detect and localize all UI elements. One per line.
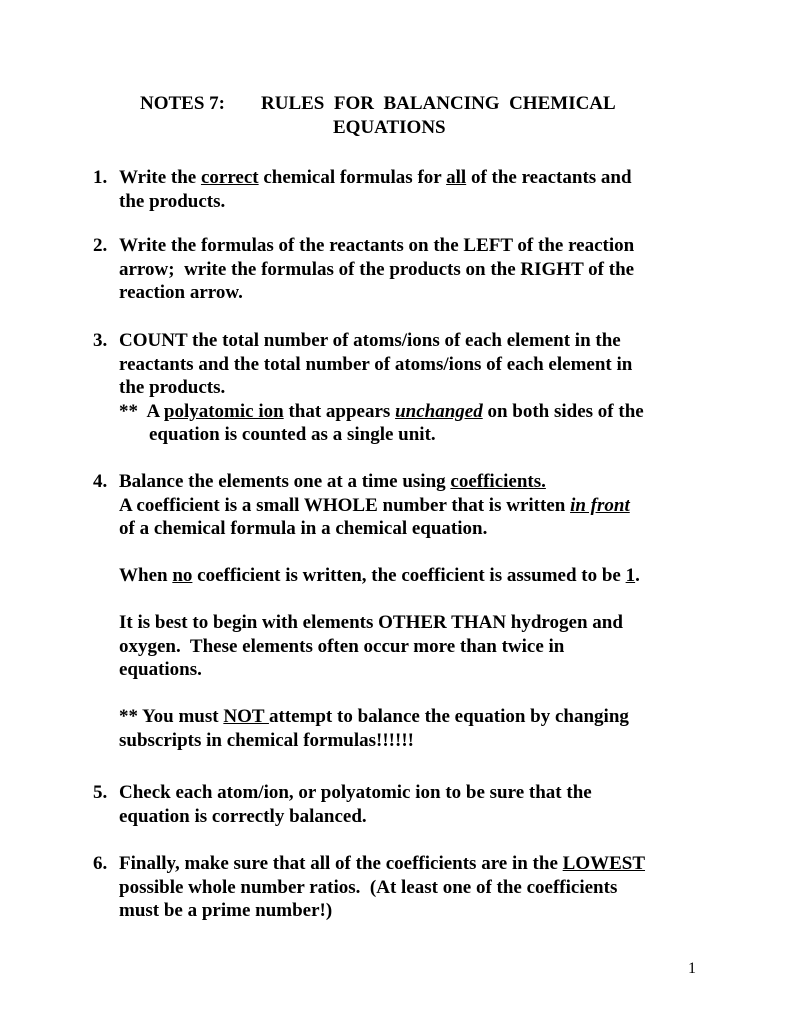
rule-number: 3. (93, 330, 108, 351)
rule-line (119, 564, 719, 588)
rule-line: of a chemical formula in a chemical equation. (119, 518, 488, 539)
text-run: When (119, 565, 173, 586)
rule-line: the products. (119, 190, 226, 212)
rule-line: equations. (119, 659, 202, 680)
text-run: coefficient is written, the coefficient is assumed to be (192, 565, 626, 586)
rule-line: Write the formulas of the reactants on the LEFT of the reaction (119, 235, 635, 256)
text-run: A coefficient is a small WHOLE number that is written (119, 494, 571, 516)
paragraph-gap (119, 541, 719, 565)
text-run: chemical formulas for (258, 167, 447, 188)
rule-line: arrow; write the formulas of the products on the RIGHT of the (119, 258, 635, 280)
page-number: 1 (688, 960, 696, 977)
text-run: on both sides of the (482, 400, 644, 422)
text-run: Finally, make sure that all of the coefficients are in the (119, 853, 563, 874)
rule-line: oxygen. These elements often occur more than twice in (119, 635, 565, 657)
rule-line (119, 470, 719, 494)
title-prefix: NOTES 7: (140, 93, 225, 114)
text-run: ** You must (119, 706, 224, 727)
rule-line (119, 705, 719, 729)
rule-line: It is best to begin with elements OTHER THAN hydrogen and (119, 612, 623, 633)
rule-body (119, 234, 719, 305)
text-run: of the reactants and (466, 167, 632, 188)
text-run: that appears (283, 400, 396, 422)
text-run: . (635, 565, 640, 586)
text-run: ** A (119, 400, 164, 422)
rule-line: equation is correctly balanced. (119, 805, 367, 827)
rule-line: the products. (119, 377, 226, 398)
rule-line (119, 852, 719, 876)
title-line-1 (140, 92, 616, 116)
rule-line: subscripts in chemical formulas!!!!!! (119, 729, 414, 751)
text-run: Balance the elements one at a time using (119, 471, 451, 492)
rule-number: 5. (93, 782, 108, 803)
rule-line (119, 494, 719, 518)
emphasis-correct: correct (200, 167, 259, 188)
rule-number: 4. (93, 471, 108, 492)
rule-line: reaction arrow. (119, 282, 243, 303)
rule-line (119, 166, 719, 190)
rule-number: 2. (93, 235, 108, 256)
rule-line: Check each atom/ion, or polyatomic ion to be sure that the (119, 782, 592, 803)
rule-number: 1. (93, 167, 108, 188)
rule-line: COUNT the total number of atoms/ions of each element in the (119, 330, 621, 351)
rule-body (119, 470, 719, 752)
rule-number: 6. (93, 853, 108, 874)
emphasis-polyatomic-ion: polyatomic ion (163, 400, 284, 422)
rule-body (119, 852, 719, 923)
emphasis-lowest: LOWEST (562, 853, 646, 874)
rule-line: reactants and the total number of atoms/ions of each element in (119, 353, 633, 375)
emphasis-coefficients: coefficients. (450, 471, 546, 492)
emphasis-not: NOT (223, 706, 269, 727)
text-run: Write the (119, 167, 201, 188)
emphasis-all: all (446, 167, 467, 188)
rule-note-line: equation is counted as a single unit. (149, 424, 436, 445)
paragraph-gap (119, 588, 719, 612)
emphasis-unchanged: unchanged (395, 400, 483, 422)
rule-body (119, 329, 719, 447)
text-run: attempt to balance the equation by changing (268, 706, 629, 727)
rule-body (119, 781, 719, 828)
rule-note (119, 400, 719, 424)
rule-body (119, 166, 719, 213)
rule-line: possible whole number ratios. (At least one of the coefficients (119, 876, 618, 898)
emphasis-no: no (172, 565, 193, 586)
title-line-2: EQUATIONS (333, 117, 446, 138)
paragraph-gap (119, 682, 719, 706)
emphasis-in-front: in front (570, 494, 630, 516)
title-main: RULES FOR BALANCING CHEMICAL (261, 93, 616, 114)
rule-line: must be a prime number!) (119, 900, 333, 921)
emphasis-one: 1 (625, 565, 636, 586)
